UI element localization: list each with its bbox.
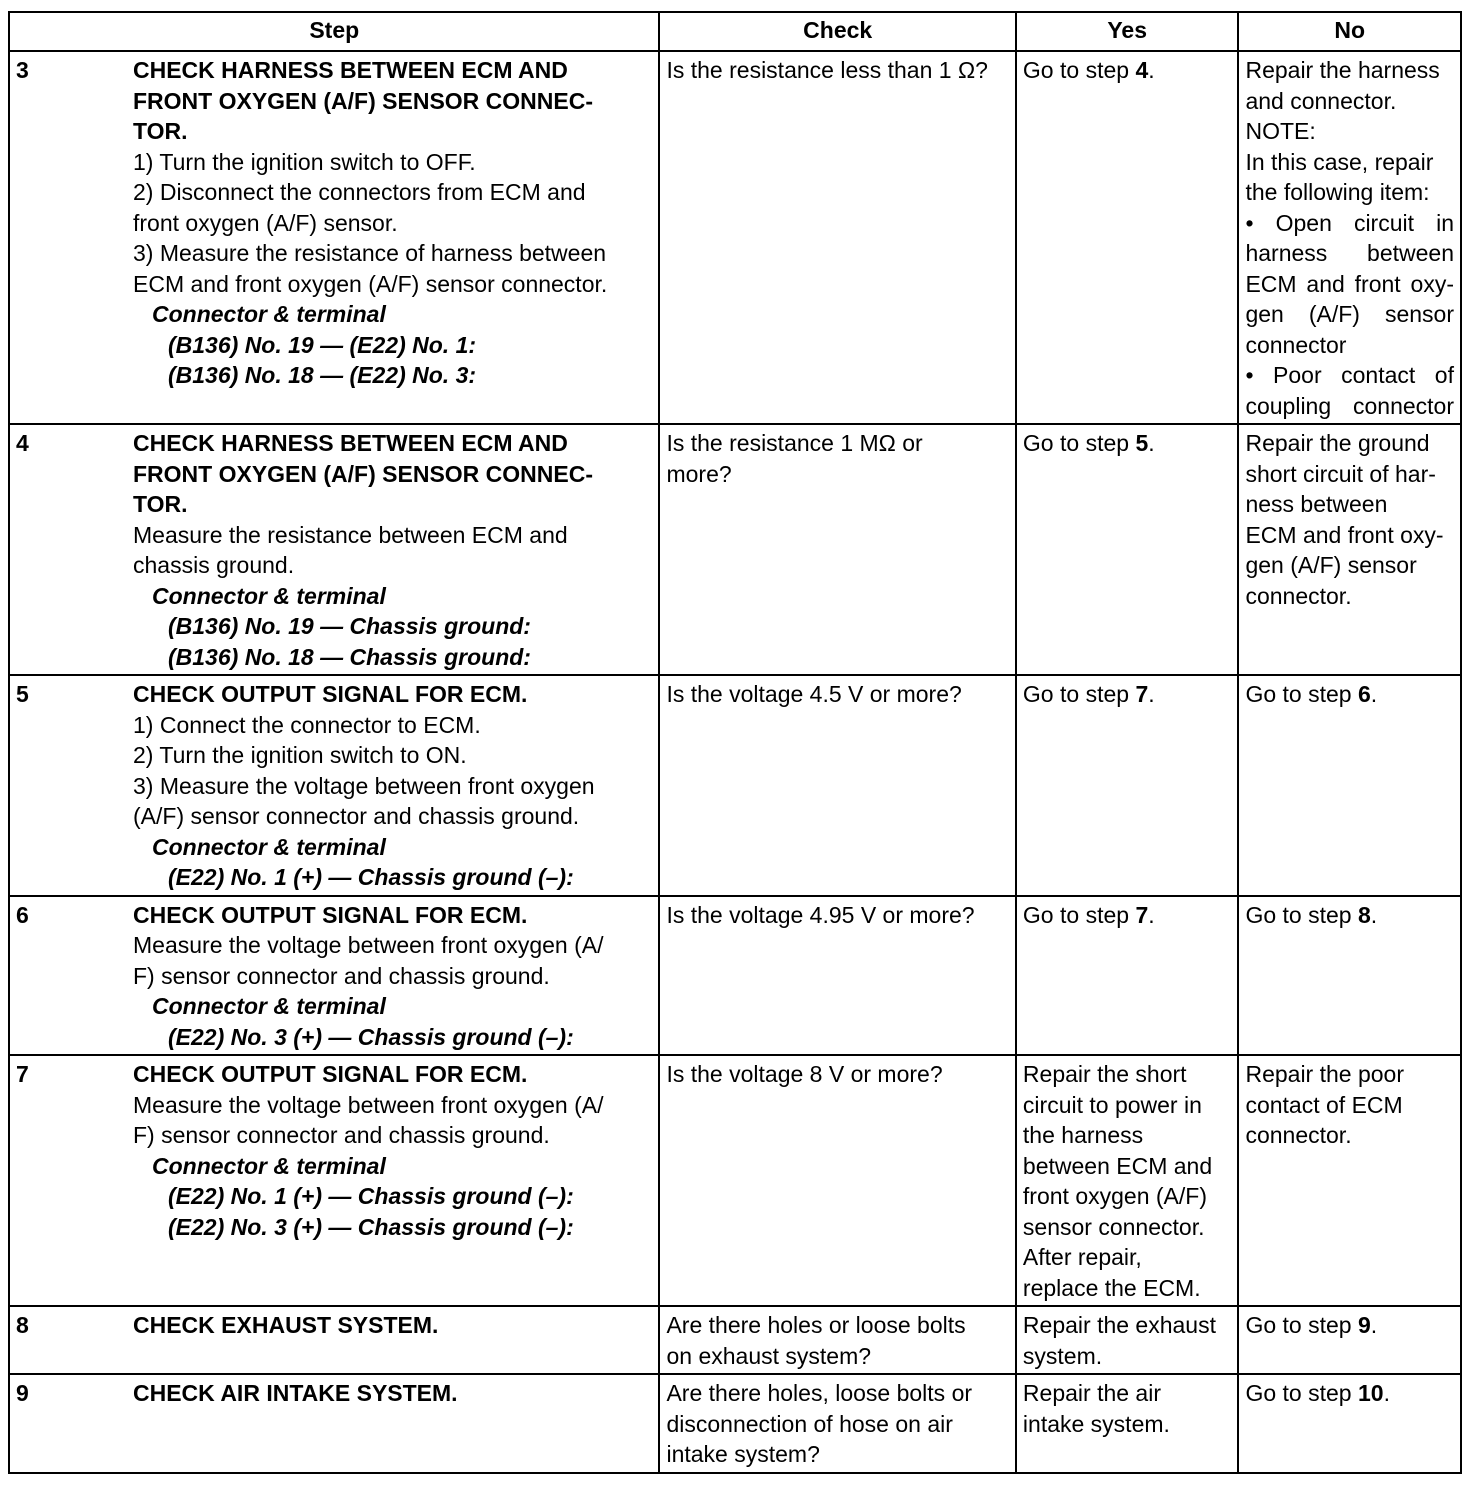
goto-suffix: . (1148, 681, 1155, 707)
no-action: and connector. (1245, 87, 1397, 114)
step-body (133, 428, 652, 672)
table-row (9, 675, 1461, 896)
yes-action: Repair the exhaust (1022, 1312, 1216, 1338)
step-content (16, 679, 652, 893)
no-action: connector. (1245, 1122, 1352, 1148)
no-action: Repair the poor (1245, 1061, 1404, 1087)
yes-action: After repair, (1022, 1244, 1142, 1270)
connector-terminal-spec: (E22) No. 3 (+) — Chassis ground (–): (168, 1213, 574, 1240)
no-action: Repair the harness (1245, 57, 1440, 83)
no-action: gen (A/F) sensor (1245, 301, 1454, 327)
connector-terminal-heading: Connector & terminal (152, 1152, 386, 1179)
goto-suffix: . (1370, 901, 1378, 928)
yes-action: replace the ECM. (1022, 1274, 1201, 1301)
no-action: harness between (1245, 240, 1454, 266)
connector-terminal-heading: Connector & terminal (152, 993, 386, 1019)
goto-prefix: Go to step (1245, 1312, 1358, 1338)
yes-cell (1016, 675, 1239, 896)
step-title: FRONT OXYGEN (A/F) SENSOR CONNEC- (133, 460, 594, 487)
goto-step-text (1023, 679, 1232, 710)
yes-action: circuit to power in (1022, 1091, 1202, 1118)
no-action: the following item: (1245, 179, 1430, 205)
check-question: Is the voltage 8 V or more? (666, 1061, 943, 1087)
goto-step-text (1023, 900, 1232, 931)
no-action: coupling connector (1245, 392, 1454, 419)
table-row (9, 1374, 1461, 1473)
no-action: connector (1245, 331, 1347, 358)
goto-prefix: Go to step (1022, 57, 1136, 83)
goto-suffix: . (1370, 1312, 1378, 1338)
goto-step-text (1245, 900, 1454, 931)
goto-step-text (1023, 55, 1232, 86)
step-title: CHECK AIR INTAKE SYSTEM. (133, 1380, 458, 1406)
step-cell (9, 1055, 659, 1306)
step-body (133, 900, 652, 1053)
goto-step-number: 10 (1357, 1380, 1384, 1406)
goto-step-number: 6 (1357, 681, 1371, 707)
no-cell (1238, 1306, 1461, 1374)
step-instruction: ECM and front oxygen (A/F) sensor connector. (133, 270, 608, 297)
yes-action: the harness (1022, 1122, 1144, 1148)
step-cell (9, 896, 659, 1056)
check-question: Is the voltage 4.5 V or more? (666, 681, 962, 707)
goto-step-text (1023, 428, 1232, 459)
table-row (9, 424, 1461, 675)
step-title: TOR. (133, 491, 188, 517)
header-check: Check (659, 12, 1015, 51)
yes-cell (1016, 51, 1239, 424)
goto-prefix: Go to step (1245, 1380, 1358, 1406)
goto-prefix: Go to step (1245, 681, 1358, 707)
yes-cell (1016, 1055, 1239, 1306)
header-no: No (1238, 12, 1461, 51)
check-question: Is the resistance less than 1 Ω? (666, 57, 988, 83)
no-action: ness between (1245, 491, 1388, 517)
connector-terminal-spec: (E22) No. 3 (+) — Chassis ground (–): (168, 1023, 574, 1050)
yes-cell (1016, 424, 1239, 675)
step-title: TOR. (133, 118, 188, 144)
check-question: Is the resistance 1 MΩ or (666, 430, 923, 456)
step-title: CHECK EXHAUST SYSTEM. (133, 1312, 439, 1338)
no-cell (1238, 51, 1461, 424)
yes-cell (1016, 896, 1239, 1056)
step-content (16, 428, 652, 672)
no-action: ECM and front oxy- (1245, 270, 1454, 297)
check-cell (659, 424, 1015, 675)
no-action: short circuit of har- (1245, 460, 1436, 487)
goto-step-number: 7 (1135, 901, 1149, 928)
goto-step-number: 5 (1135, 430, 1149, 456)
step-instruction: front oxygen (A/F) sensor. (133, 209, 398, 236)
goto-step-number: 9 (1357, 1312, 1371, 1338)
step-title: CHECK OUTPUT SIGNAL FOR ECM. (133, 901, 528, 928)
header-yes: Yes (1016, 12, 1239, 51)
goto-step-number: 7 (1135, 681, 1149, 707)
goto-prefix: Go to step (1245, 901, 1358, 928)
check-question: intake system? (666, 1441, 820, 1467)
connector-terminal-heading: Connector & terminal (152, 833, 386, 860)
yes-action: sensor connector. (1022, 1213, 1205, 1240)
step-number: 7 (16, 1061, 29, 1087)
connector-terminal-heading: Connector & terminal (152, 582, 386, 609)
no-action: Repair the ground (1245, 430, 1430, 456)
goto-suffix: . (1383, 1380, 1390, 1406)
yes-action: system. (1022, 1342, 1103, 1369)
no-action: ECM and front oxy- (1245, 521, 1444, 548)
step-instruction: 3) Measure the voltage between front oxygen (133, 772, 595, 799)
goto-prefix: Go to step (1022, 430, 1136, 456)
no-cell (1238, 675, 1461, 896)
step-title: CHECK OUTPUT SIGNAL FOR ECM. (133, 1061, 528, 1087)
step-cell (9, 424, 659, 675)
no-cell (1238, 1374, 1461, 1473)
yes-action: intake system. (1022, 1410, 1170, 1437)
step-instruction: F) sensor connector and chassis ground. (133, 1122, 550, 1148)
goto-step-number: 4 (1135, 57, 1149, 83)
step-number: 5 (16, 681, 29, 707)
step-number: 9 (16, 1380, 29, 1406)
check-question: more? (666, 460, 732, 487)
step-content (16, 55, 652, 391)
table-header-row (9, 12, 1461, 51)
check-question: disconnection of hose on air (666, 1410, 953, 1437)
no-cell (1238, 424, 1461, 675)
connector-terminal-spec: (E22) No. 1 (+) — Chassis ground (–): (168, 1183, 574, 1209)
step-cell (9, 675, 659, 896)
goto-suffix: . (1148, 430, 1155, 456)
no-action: connector. (1245, 582, 1352, 609)
connector-terminal-spec: (B136) No. 18 — Chassis ground: (168, 643, 531, 670)
goto-step-text (1245, 679, 1454, 710)
step-instruction: chassis ground. (133, 552, 295, 578)
yes-action: between ECM and (1022, 1152, 1213, 1179)
table-row (9, 51, 1461, 424)
check-question: on exhaust system? (666, 1342, 872, 1369)
step-body (133, 679, 652, 893)
goto-prefix: Go to step (1022, 901, 1136, 928)
step-body (133, 1310, 652, 1341)
step-instruction: 3) Measure the resistance of harness between (133, 240, 607, 266)
step-body (133, 1378, 652, 1409)
check-cell (659, 896, 1015, 1056)
yes-cell (1016, 1306, 1239, 1374)
step-instruction: 2) Disconnect the connectors from ECM and (133, 179, 586, 205)
table-row (9, 1055, 1461, 1306)
yes-action: front oxygen (A/F) (1022, 1183, 1207, 1209)
check-question: Is the voltage 4.95 V or more? (666, 901, 975, 928)
connector-terminal-spec: (B136) No. 19 — (E22) No. 1: (168, 331, 477, 358)
header-step: Step (9, 12, 659, 51)
no-cell (1238, 896, 1461, 1056)
goto-step-text (1245, 1310, 1454, 1341)
table-row (9, 1306, 1461, 1374)
no-action: In this case, repair (1245, 148, 1434, 175)
step-instruction: 1) Connect the connector to ECM. (133, 711, 481, 738)
step-instruction: Measure the resistance between ECM and (133, 521, 568, 548)
connector-terminal-spec: (B136) No. 19 — Chassis ground: (168, 613, 531, 639)
check-question: Are there holes or loose bolts (666, 1312, 966, 1338)
step-number: 8 (16, 1312, 29, 1338)
check-cell (659, 1055, 1015, 1306)
connector-terminal-heading: Connector & terminal (152, 301, 386, 327)
check-cell (659, 1374, 1015, 1473)
goto-suffix: . (1148, 57, 1155, 83)
no-cell (1238, 1055, 1461, 1306)
goto-step-text (1245, 1378, 1454, 1409)
step-cell (9, 1374, 659, 1473)
no-action: contact of ECM (1245, 1091, 1403, 1118)
no-action: NOTE: (1245, 118, 1316, 144)
table-row (9, 896, 1461, 1056)
step-content (16, 1059, 652, 1242)
step-instruction: 1) Turn the ignition switch to OFF. (133, 148, 476, 175)
step-content (16, 900, 652, 1053)
goto-suffix: . (1370, 681, 1378, 707)
step-instruction: F) sensor connector and chassis ground. (133, 962, 550, 989)
goto-step-number: 8 (1357, 901, 1371, 928)
step-content (16, 1378, 652, 1409)
step-title: FRONT OXYGEN (A/F) SENSOR CONNEC- (133, 87, 594, 114)
connector-terminal-spec: (E22) No. 1 (+) — Chassis ground (–): (168, 864, 574, 890)
goto-suffix: . (1148, 901, 1155, 928)
step-number: 4 (16, 430, 29, 456)
step-instruction: Measure the voltage between front oxygen (A/ (133, 1091, 604, 1118)
step-number: 6 (16, 901, 29, 928)
check-question: Are there holes, loose bolts or (666, 1380, 973, 1406)
no-action: • Poor contact of (1245, 362, 1454, 388)
step-instruction: Measure the voltage between front oxygen (A/ (133, 932, 604, 958)
step-title: CHECK HARNESS BETWEEN ECM AND (133, 430, 568, 456)
yes-cell (1016, 1374, 1239, 1473)
yes-action: Repair the short (1022, 1061, 1187, 1087)
diagnostic-table (8, 11, 1462, 1474)
step-instruction: 2) Turn the ignition switch to ON. (133, 742, 467, 768)
step-title: CHECK OUTPUT SIGNAL FOR ECM. (133, 681, 528, 707)
step-content (16, 1310, 652, 1341)
step-number: 3 (16, 57, 29, 83)
step-cell (9, 1306, 659, 1374)
goto-prefix: Go to step (1022, 681, 1136, 707)
connector-terminal-spec: (B136) No. 18 — (E22) No. 3: (168, 362, 477, 388)
step-title: CHECK HARNESS BETWEEN ECM AND (133, 57, 568, 83)
step-body (133, 1059, 652, 1242)
step-instruction: (A/F) sensor connector and chassis ground. (133, 803, 580, 829)
step-cell (9, 51, 659, 424)
no-action: gen (A/F) sensor (1245, 552, 1417, 578)
no-action: • Open circuit in (1245, 209, 1454, 236)
check-cell (659, 51, 1015, 424)
check-cell (659, 675, 1015, 896)
check-cell (659, 1306, 1015, 1374)
yes-action: Repair the air (1022, 1380, 1161, 1406)
step-body (133, 55, 652, 391)
